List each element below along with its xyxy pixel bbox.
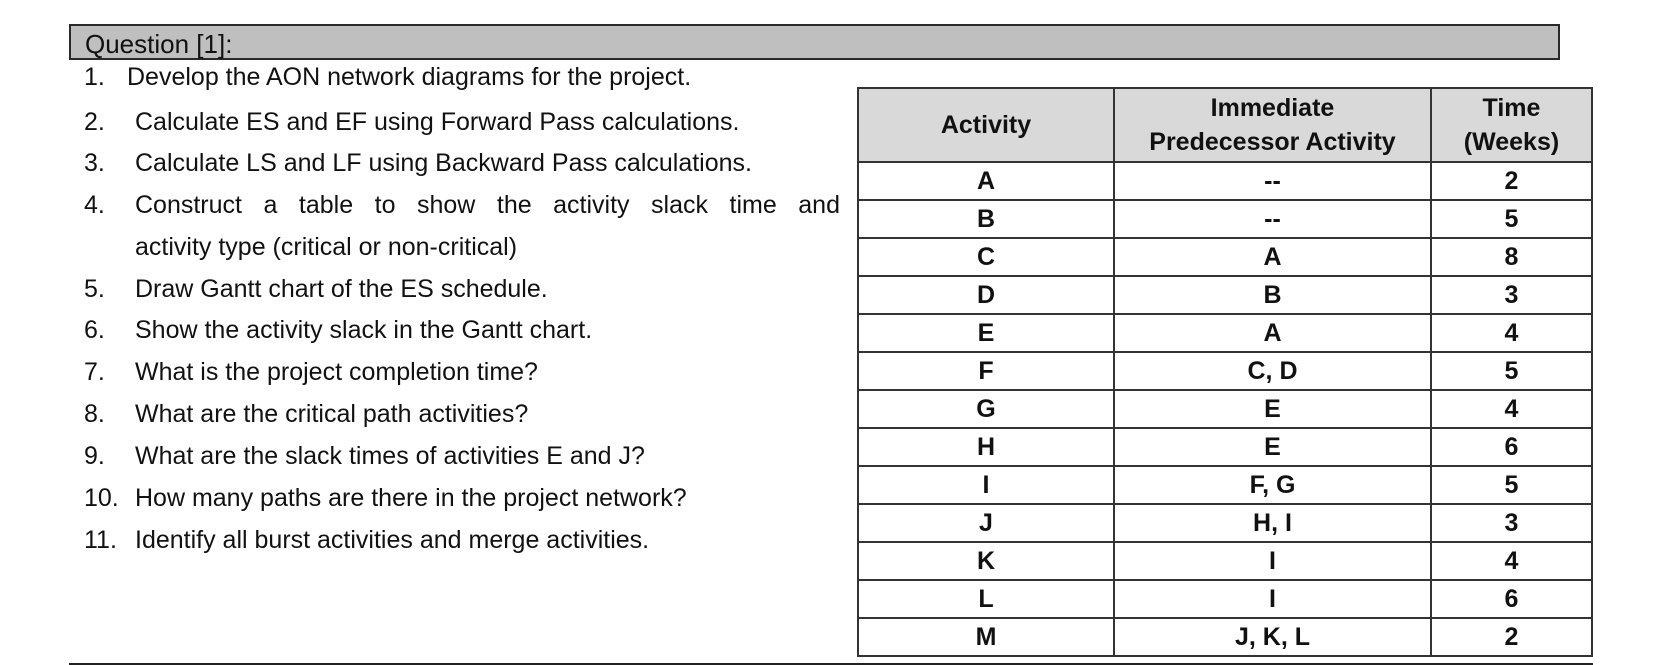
time-cell: 4 bbox=[1431, 314, 1592, 352]
table-row bbox=[858, 162, 1592, 200]
table-row bbox=[858, 238, 1592, 276]
question-number: 7. bbox=[84, 358, 105, 386]
table-row bbox=[858, 390, 1592, 428]
time-cell: 4 bbox=[1431, 542, 1592, 580]
time-column-header: Time (Weeks) bbox=[1431, 88, 1592, 162]
predecessor-cell: -- bbox=[1114, 162, 1431, 200]
activity-cell: I bbox=[858, 466, 1114, 504]
predecessor-cell: E bbox=[1114, 390, 1431, 428]
question-number: 8. bbox=[84, 400, 105, 428]
time-cell: 8 bbox=[1431, 238, 1592, 276]
time-cell: 6 bbox=[1431, 580, 1592, 618]
activity-cell: L bbox=[858, 580, 1114, 618]
activity-cell: M bbox=[858, 618, 1114, 656]
time-cell: 4 bbox=[1431, 390, 1592, 428]
question-number: 6. bbox=[84, 316, 105, 344]
question-text: Show the activity slack in the Gantt chart. bbox=[135, 316, 593, 344]
time-cell: 2 bbox=[1431, 618, 1592, 656]
question-text: Construct a table to show the activity slack time and bbox=[135, 191, 840, 219]
predecessor-cell: B bbox=[1114, 276, 1431, 314]
table-row bbox=[858, 314, 1592, 352]
predecessor-cell: A bbox=[1114, 314, 1431, 352]
predecessor-cell: E bbox=[1114, 428, 1431, 466]
table-row bbox=[858, 504, 1592, 542]
table-row bbox=[858, 618, 1592, 656]
question-text: Develop the AON network diagrams for the project. bbox=[127, 63, 692, 91]
predecessor-cell: J, K, L bbox=[1114, 618, 1431, 656]
table-row bbox=[858, 542, 1592, 580]
table-row bbox=[858, 352, 1592, 390]
time-cell: 5 bbox=[1431, 200, 1592, 238]
activity-cell: D bbox=[858, 276, 1114, 314]
activity-cell: K bbox=[858, 542, 1114, 580]
question-text: Draw Gantt chart of the ES schedule. bbox=[135, 275, 548, 303]
question-text: What are the slack times of activities E and J? bbox=[135, 442, 645, 470]
question-text: Identify all burst activities and merge activities. bbox=[135, 526, 650, 554]
question-number: 5. bbox=[84, 275, 105, 303]
question-number: 10. bbox=[84, 484, 119, 512]
question-title: Question [1]: bbox=[85, 29, 233, 59]
activity-cell: C bbox=[858, 238, 1114, 276]
question-text: How many paths are there in the project network? bbox=[135, 484, 687, 512]
question-number: 9. bbox=[84, 442, 105, 470]
activity-cell: F bbox=[858, 352, 1114, 390]
question-number: 2. bbox=[84, 108, 105, 136]
question-text: What is the project completion time? bbox=[135, 358, 538, 386]
question-number: 1. bbox=[84, 63, 105, 91]
predecessor-column-header: Immediate Predecessor Activity bbox=[1114, 88, 1431, 162]
activity-cell: E bbox=[858, 314, 1114, 352]
activity-cell: J bbox=[858, 504, 1114, 542]
table-row bbox=[858, 200, 1592, 238]
predecessor-cell: A bbox=[1114, 238, 1431, 276]
time-cell: 3 bbox=[1431, 276, 1592, 314]
predecessor-cell: -- bbox=[1114, 200, 1431, 238]
activity-cell: H bbox=[858, 428, 1114, 466]
predecessor-cell: I bbox=[1114, 542, 1431, 580]
activity-column-header: Activity bbox=[858, 88, 1114, 162]
question-text: Calculate ES and EF using Forward Pass calculations. bbox=[135, 108, 740, 136]
predecessor-cell: I bbox=[1114, 580, 1431, 618]
question-number: 3. bbox=[84, 149, 105, 177]
question-text: Calculate LS and LF using Backward Pass calculations. bbox=[135, 149, 752, 177]
question-header bbox=[69, 24, 1560, 60]
time-cell: 6 bbox=[1431, 428, 1592, 466]
activity-cell: G bbox=[858, 390, 1114, 428]
predecessor-cell: F, G bbox=[1114, 466, 1431, 504]
table-header-row bbox=[858, 88, 1592, 162]
activity-table bbox=[857, 87, 1593, 657]
table-row bbox=[858, 580, 1592, 618]
activity-cell: B bbox=[858, 200, 1114, 238]
question-number: 4. bbox=[84, 191, 105, 219]
table-row bbox=[858, 428, 1592, 466]
table-row bbox=[858, 466, 1592, 504]
table-row bbox=[858, 276, 1592, 314]
time-cell: 2 bbox=[1431, 162, 1592, 200]
time-cell: 5 bbox=[1431, 352, 1592, 390]
time-cell: 5 bbox=[1431, 466, 1592, 504]
time-cell: 3 bbox=[1431, 504, 1592, 542]
predecessor-cell: C, D bbox=[1114, 352, 1431, 390]
question-text-continuation: activity type (critical or non-critical) bbox=[135, 233, 518, 261]
activity-cell: A bbox=[858, 162, 1114, 200]
predecessor-cell: H, I bbox=[1114, 504, 1431, 542]
question-number: 11. bbox=[84, 526, 117, 554]
question-text: What are the critical path activities? bbox=[135, 400, 529, 428]
